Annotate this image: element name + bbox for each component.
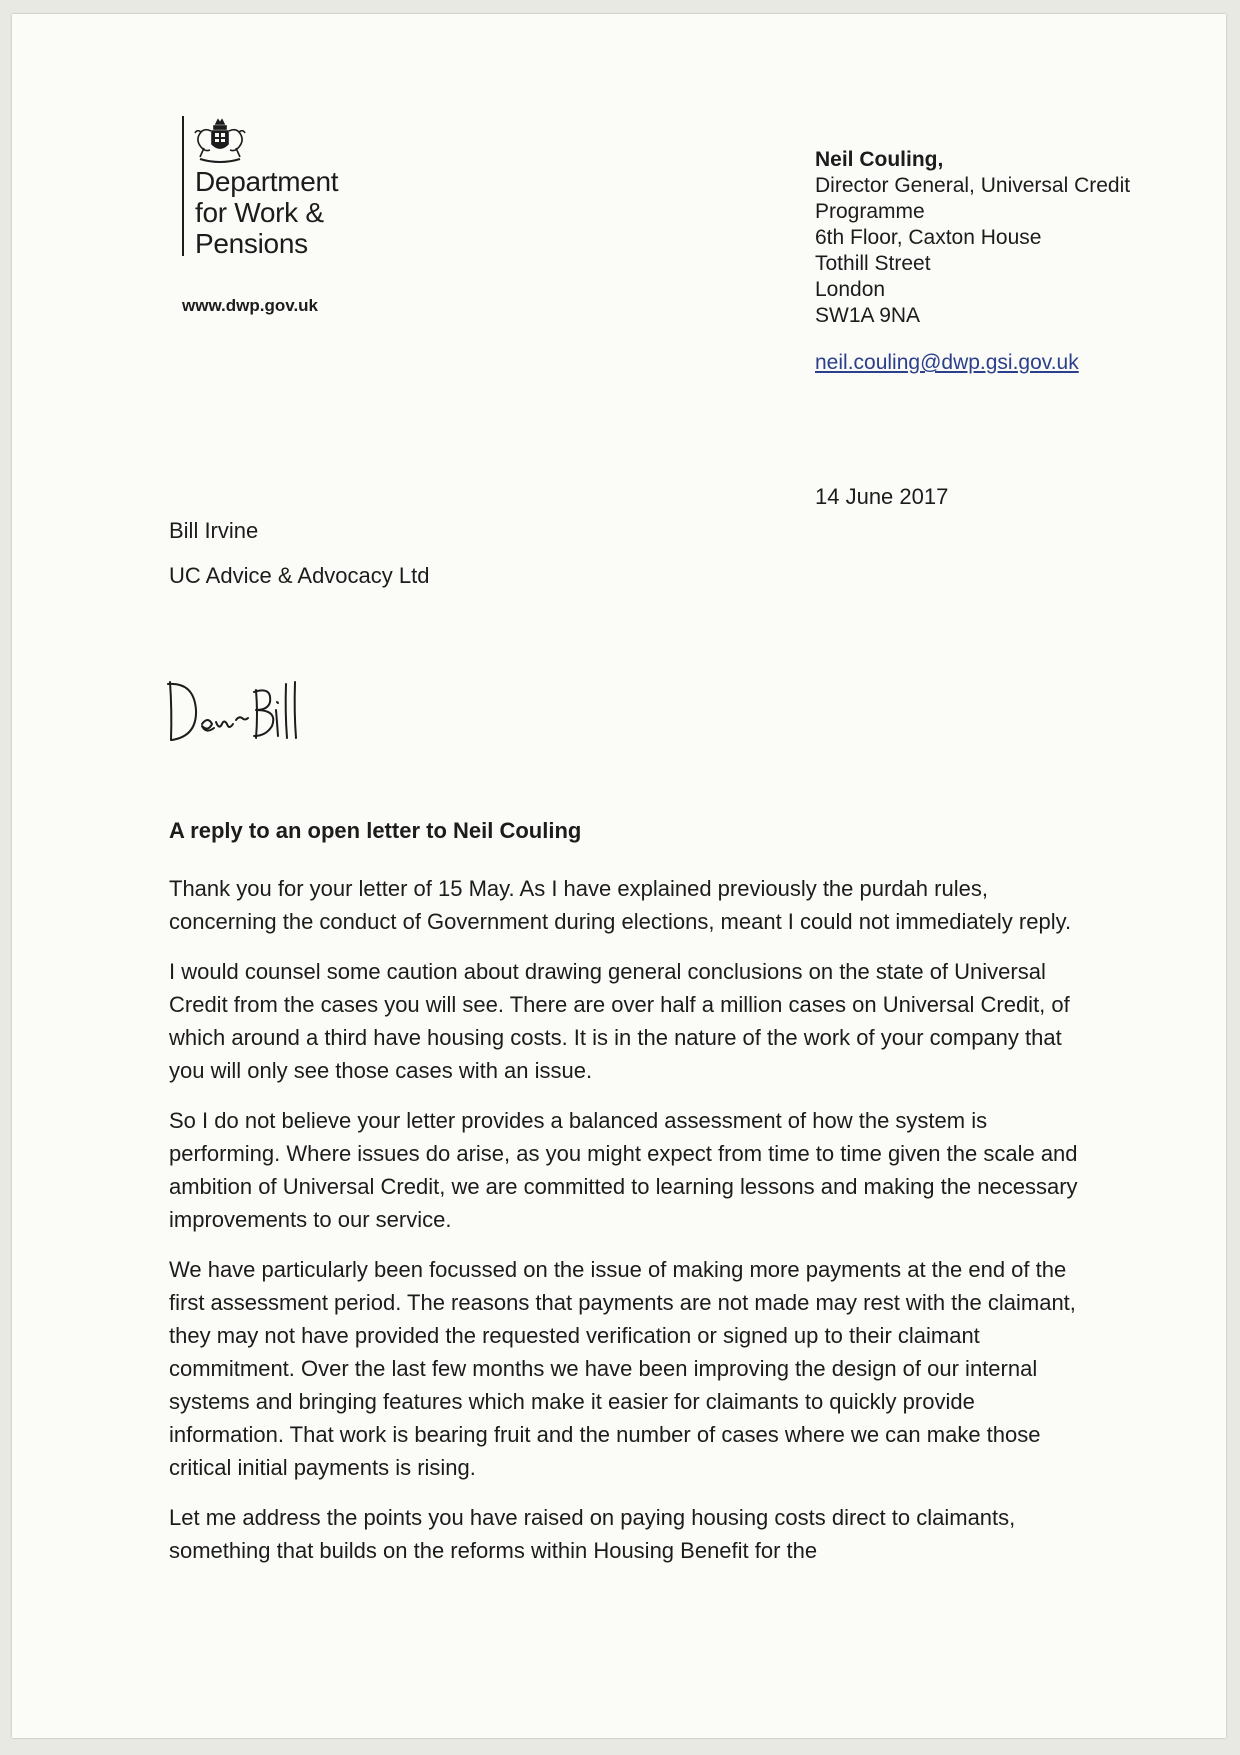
sender-name: Neil Couling, (815, 148, 944, 171)
department-line: for Work & (195, 197, 324, 228)
sender-line: Director General, Universal Credit (815, 174, 1131, 197)
sender-line: Programme (815, 200, 925, 223)
logo-divider (182, 116, 184, 256)
letter-page (12, 14, 1226, 1738)
body-paragraph: So I do not believe your letter provides a balanced assessment of how the system is performing. Where issues do arise, as you might expect from time to time given the scale and ambition of Universal Credit, we are committed to learning lessons and making the necessary improvements to our service. (169, 1108, 1078, 1232)
royal-coat-of-arms-icon (192, 118, 248, 164)
website-url: www.dwp.gov.uk (182, 296, 318, 315)
body-paragraph: I would counsel some caution about drawing general conclusions on the state of Universal Credit from the cases you will see. There are over half a million cases on Universal Credit, of which around a third have housing costs. It is in the nature of the work of your company that you will only see those cases with an issue. (169, 959, 1070, 1083)
letter-date: 14 June 2017 (815, 484, 949, 509)
recipient-organisation: UC Advice & Advocacy Ltd (169, 563, 430, 588)
department-line: Pensions (195, 228, 308, 259)
recipient-name: Bill Irvine (169, 518, 259, 543)
body-paragraph: Let me address the points you have raised on paying housing costs direct to claimants, something that builds on the reforms within Housing Benefit for the (169, 1505, 1016, 1563)
department-name (195, 166, 338, 259)
letter-body (169, 872, 1089, 1584)
sender-address-block (815, 147, 1130, 329)
sender-line: 6th Floor, Caxton House (815, 226, 1042, 249)
letter-heading: A reply to an open letter to Neil Couling (169, 818, 582, 843)
recipient-block (169, 508, 429, 598)
body-paragraph: We have particularly been focussed on the issue of making more payments at the end of the first assessment period. The reasons that payments are not made may rest with the claimant, they may not have provided the requested verification or signed up to their claimant commitment. Over the last few months we have been improving the design of our internal systems and bringing features which make it easier for claimants to quickly provide information. That work is bearing fruit and the number of cases where we can make those critical initial payments is rising. (169, 1257, 1076, 1480)
department-line: Department (195, 166, 339, 197)
sender-line: London (815, 278, 886, 301)
sender-email-link[interactable]: neil.couling@dwp.gsi.gov.uk (815, 351, 1079, 374)
sender-line: Tothill Street (815, 252, 931, 275)
body-paragraph: Thank you for your letter of 15 May. As I have explained previously the purdah rules, concerning the conduct of Government during elections, meant I could not immediately reply. (169, 876, 1072, 934)
handwritten-salutation (162, 674, 302, 744)
sender-line: SW1A 9NA (815, 304, 921, 327)
